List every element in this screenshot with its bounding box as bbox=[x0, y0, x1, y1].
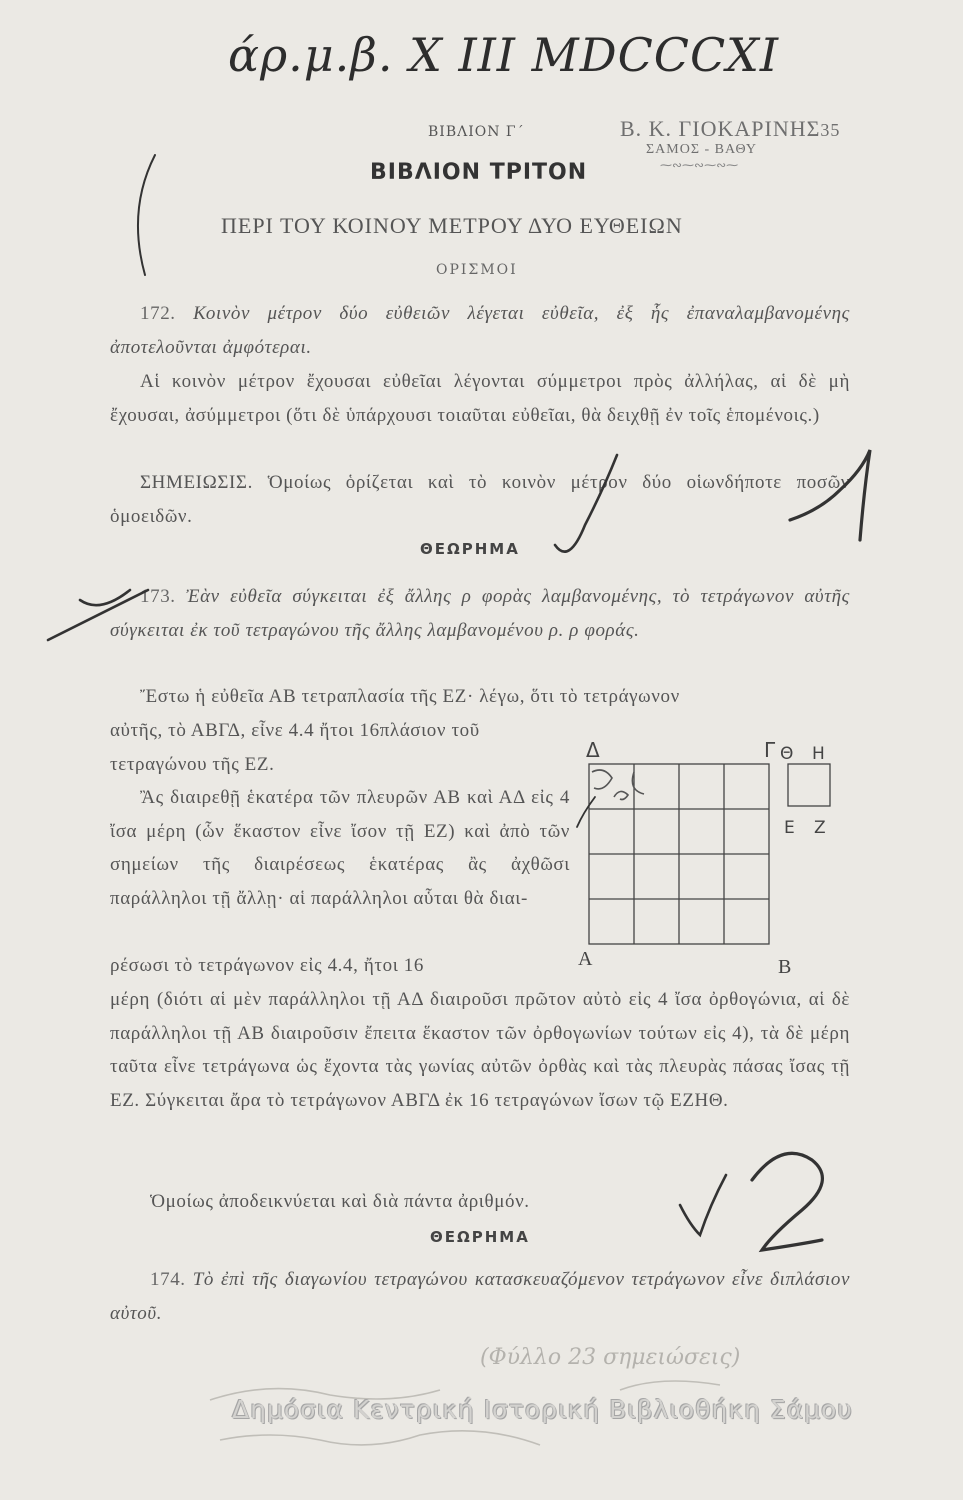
check-mark-2 bbox=[680, 1175, 726, 1235]
section-number: 174. bbox=[150, 1269, 186, 1290]
label-theta: Θ bbox=[780, 744, 794, 764]
note-label: ΣΗΜΕΙΩΣΙΣ. bbox=[140, 472, 253, 493]
stamp-location: ΣΑΜΟΣ - ΒΑΘΥ bbox=[646, 142, 758, 157]
library-watermark: Δημόσια Κεντρική Ιστορική Βιβλιοθήκη Σάμου bbox=[232, 1395, 853, 1424]
book-title: ΒΙΒΛΙΟΝ ΤΡΙΤΟΝ bbox=[370, 160, 588, 185]
proof-rest-first-line: ρέσωσι τὸ τετράγωνον εἰς 4.4, ἤτοι 16 bbox=[110, 955, 424, 976]
proof-closing: Ὁμοίως ἀποδεικνύεται καὶ διὰ πάντα ἀριθμόν. bbox=[150, 1191, 530, 1212]
handwritten-arrow-mark bbox=[48, 590, 148, 640]
section-172-para-2: Αἱ κοινὸν μέτρον ἔχουσαι εὐθεῖαι λέγονται σύμμετροι πρὸς ἀλλήλας, αἱ δὲ μὴ ἔχουσαι, ἀσύμμετροι (ὅτι δὲ ὑπάρχουσι τοιαῦται εὐθεῖαι, θὰ δειχθῇ ἐν τοῖς ἑπομένοις.) bbox=[110, 371, 850, 426]
definition-text: Κοινὸν μέτρον δύο εὐθειῶν λέγεται εὐθεῖα, ἐξ ἧς ἐπαναλαμβανομένης ἀποτελοῦνται ἀμφότεραι. bbox=[110, 303, 850, 358]
chapter-title: ΠΕΡΙ ΤΟΥ ΚΟΙΝΟΥ ΜΕΤΡΟΥ ΔΥΟ ΕΥΘΕΙΩΝ bbox=[221, 213, 683, 238]
definitions-heading: ΟΡΙΣΜΟΙ bbox=[436, 262, 518, 278]
label-beta: Β bbox=[778, 956, 792, 978]
theorem-statement: Ἐὰν εὐθεῖα σύγκειται ἐξ ἄλλης ρ φορὰς λαμβανομένης, τὸ τετράγωνον αὐτῆς σύγκειται ἐκ τοῦ τετραγώνου τῆς ἄλλης λαμβανομένου ρ. ρ φοράς. bbox=[110, 586, 850, 641]
pencil-annotation: (Φύλλο 23 σημειώσεις) bbox=[480, 1345, 741, 1370]
check-mark bbox=[555, 455, 617, 552]
stamp-ornament: ⁓∾⁓∾⁓∾⁓ bbox=[660, 158, 739, 172]
proof-wrapped-text-2: Ἂς διαιρεθῇ ἑκατέρα τῶν πλευρῶν ΑΒ καὶ ΑΔ εἰς 4 ἴσα μέρη (ὧν ἕκαστον εἶνε ἴσον τῇ ΕΖ) καὶ ἀπὸ τῶν σημείων τῆς διαιρέσεως ἑκατέρας ἂς ἀχθῶσι παράλληλοι τῇ ἄλλῃ· αἱ παράλληλοι αὗται θὰ διαι- bbox=[110, 787, 570, 909]
diagram-scribble bbox=[577, 797, 595, 827]
label-zeta: Ζ bbox=[814, 818, 826, 838]
label-delta: Δ bbox=[586, 738, 600, 762]
handwritten-reference: άρ.μ.β. Χ ΙΙΙ ΜDCCCXI bbox=[228, 28, 780, 82]
margin-bracket-mark bbox=[138, 155, 155, 275]
theorem-heading-2: ΘΕΩΡΗΜΑ bbox=[430, 1228, 530, 1246]
proof-first-line: Ἔστω ἡ εὐθεῖα ΑΒ τετραπλασία τῆς ΕΖ· λέγω, ὅτι τὸ τετράγωνον bbox=[140, 686, 680, 707]
label-alpha: Α bbox=[578, 948, 593, 970]
section-number: 172. bbox=[140, 303, 176, 324]
book-label: ΒΙΒΛΙΟΝ Γ΄ bbox=[428, 124, 525, 140]
stamp-number: 35 bbox=[820, 120, 841, 140]
note-text: Ὁμοίως ὁρίζεται καὶ τὸ κοινὸν μέτρον δύο οἱωνδήποτε ποσῶν ὁμοειδῶν. bbox=[110, 472, 850, 527]
proof-wrapped-text: αὐτῆς, τὸ ΑΒΓΔ, εἶνε 4.4 ἤτοι 16πλάσιον τοῦ τετραγώνου τῆς ΕΖ. bbox=[110, 720, 480, 775]
handwritten-numeral-two bbox=[752, 1153, 822, 1250]
section-number: 173. bbox=[140, 586, 176, 607]
label-epsilon: Ε bbox=[784, 818, 795, 838]
handwritten-numeral-one bbox=[790, 450, 870, 540]
label-eta: Η bbox=[812, 744, 825, 764]
label-gamma: Γ bbox=[764, 738, 776, 762]
proof-rest: μέρη (διότι αἱ μὲν παράλληλοι τῇ ΑΔ διαιροῦσι πρῶτον αὐτὸ εἰς 4 ἴσα ὀρθογώνια, αἱ δὲ παράλληλοι τῇ ΑΒ διαιροῦσιν ἔπειτα ἕκαστον τῶν ὀρθογωνίων τούτων εἰς 4), τὰ δὲ μέρη ταῦτα εἶνε τετράγωνα ὡς ἔχοντα τὰς γωνίας αὐτῶν ὀρθὰς καὶ τὰς πλευρὰς πάσας ἴσας τῇ ΕΖ. Σύγκειται ἄρα τὸ τετράγωνον ΑΒΓΔ ἐκ 16 τετραγώνων ἴσων τῷ ΕΖΗΘ. bbox=[110, 989, 850, 1111]
stamp-owner-name: Β. Κ. ΓΙΟΚΑΡΙΝΗΣ bbox=[620, 116, 821, 141]
theorem-heading: ΘΕΩΡΗΜΑ bbox=[420, 540, 520, 558]
theorem-statement: Τὸ ἐπὶ τῆς διαγωνίου τετραγώνου κατασκευαζόμενον τετράγωνον εἶνε διπλάσιον αὐτοῦ. bbox=[110, 1269, 850, 1324]
